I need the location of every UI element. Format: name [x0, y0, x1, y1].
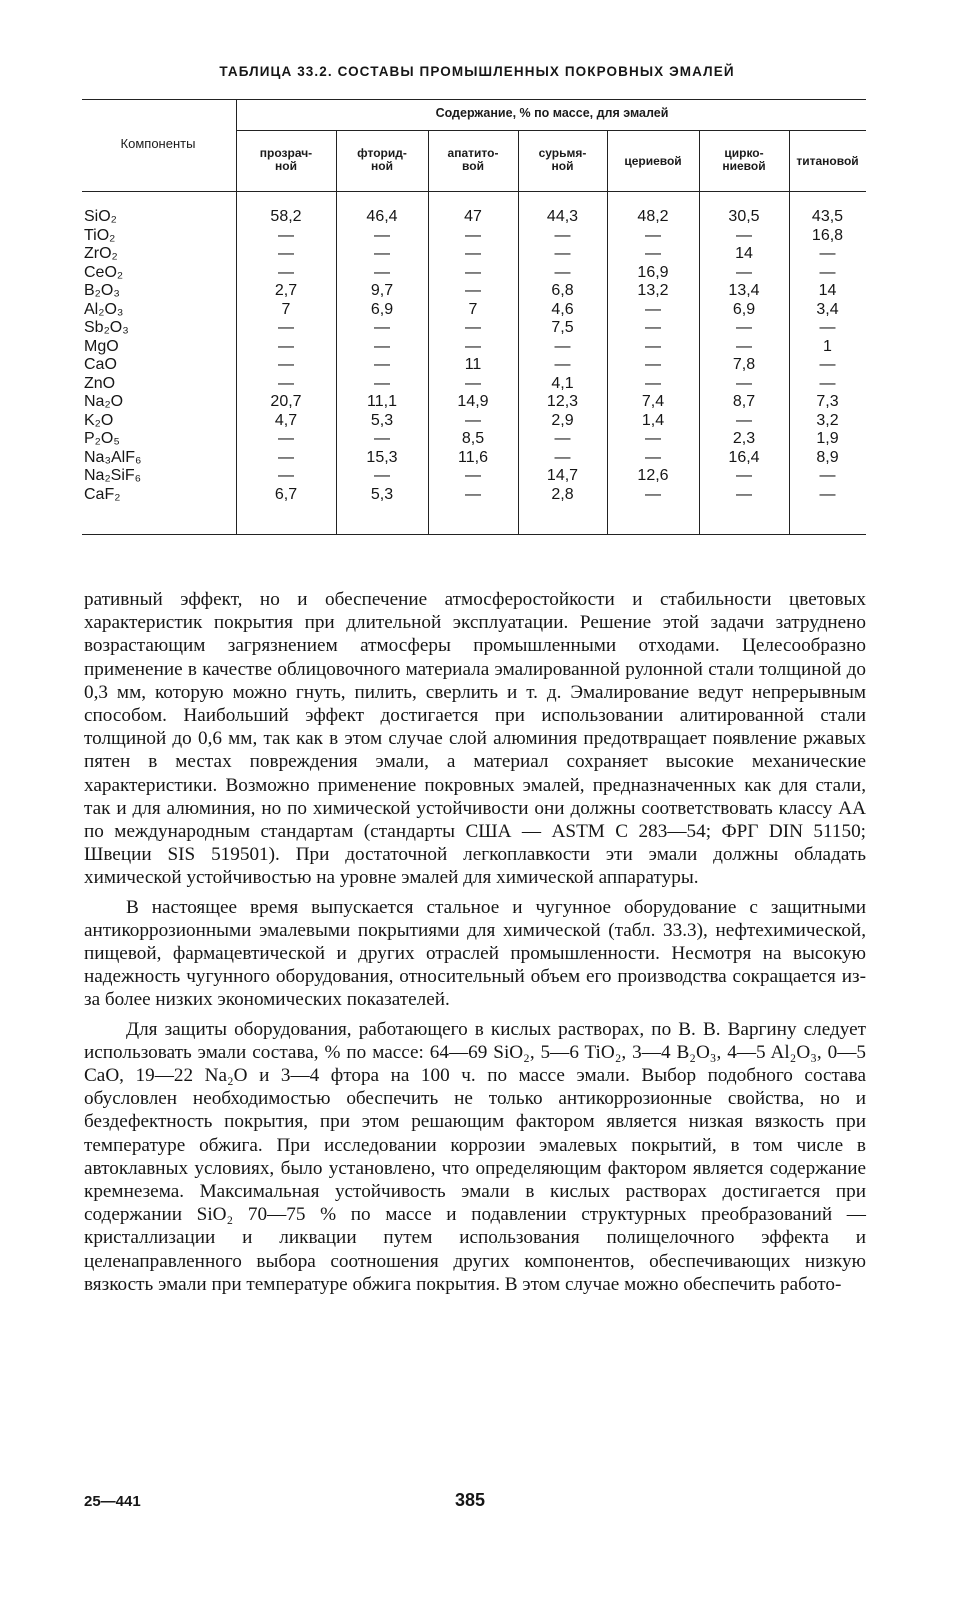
column-header [428, 147, 518, 173]
table-cell: 14,9 [457, 393, 489, 410]
content-group-header: Содержание, % по массе, для эмалей [435, 106, 669, 120]
table-cell: — [819, 374, 836, 392]
table-cell: — [554, 226, 571, 244]
component-name: Sb₂O₃ [84, 319, 129, 336]
table-cell: 16,4 [728, 448, 760, 466]
table-cell: — [374, 226, 390, 244]
table-cell: — [278, 245, 294, 262]
table-cell: 4,7 [274, 411, 298, 429]
table-cell: — [645, 448, 661, 466]
table-cell: — [554, 337, 571, 355]
group-header-rule [236, 130, 866, 131]
column-header-line: ной [551, 159, 574, 173]
table-cell: — [278, 430, 294, 447]
page-number: 385 [454, 1490, 486, 1510]
table-cell: — [819, 263, 836, 281]
table-cell: — [374, 319, 390, 336]
table-cell: — [278, 467, 294, 484]
table-cell: 1,9 [816, 430, 839, 447]
component-name: CeO₂ [84, 263, 124, 281]
table-cell: — [554, 430, 571, 447]
table-cell: 11,1 [367, 393, 397, 410]
table-cell: 7,5 [551, 319, 574, 336]
table-cell: 2,9 [551, 411, 574, 429]
table-cell: — [554, 263, 571, 281]
table-cell: — [554, 356, 571, 373]
table-cell: — [819, 467, 836, 484]
column-header [336, 147, 428, 173]
component-name: ZnO [84, 374, 116, 392]
table-cell: — [278, 337, 294, 355]
table-cell: — [645, 374, 661, 392]
column-header-line: цирко- [724, 146, 764, 160]
table-cell: 2,3 [732, 430, 756, 447]
table-cell: — [819, 356, 836, 373]
table-cell: 6,9 [370, 300, 394, 318]
body-text [84, 588, 866, 1296]
table-cell: — [736, 263, 752, 281]
table-cell: 14,7 [546, 467, 579, 484]
table-cell: 6,9 [732, 300, 756, 318]
table-cell: — [465, 263, 481, 281]
component-name: ZrO₂ [84, 245, 118, 262]
table-cell: — [374, 430, 390, 447]
table-cell: — [374, 337, 390, 355]
table-cell: 7 [468, 300, 478, 318]
paragraph: В настоящее время выпускается стальное и чугунное оборудование с защитными антикоррозионными эмалевыми покрытиями для химической (табл. 33.3), нефтехимической, пищевой, фармацевтической и других отраслей промышленности. Несмотря на высокую надежность чугунного оборудования, относительный объем его производства сокращается из-за более низких экономических показателей. [84, 896, 866, 1011]
table-cell: 12,3 [546, 393, 579, 410]
component-name: Al₂O₃ [84, 300, 124, 318]
table-cell: — [736, 319, 752, 336]
component-name: MgO [84, 337, 119, 355]
table-cell: — [465, 245, 481, 262]
table-cell: — [465, 337, 481, 355]
table-cell: — [374, 356, 390, 373]
table-cell: 1 [823, 337, 832, 355]
table-cell: 43,5 [811, 208, 844, 225]
column-header [699, 147, 789, 173]
column-header-line: вой [462, 159, 484, 173]
table-cell: 4,6 [551, 300, 574, 318]
table-cell: 47 [464, 208, 482, 225]
table-cell: 8,7 [732, 393, 756, 410]
table-cell: 7 [281, 300, 291, 318]
table-cell: 2,7 [274, 282, 298, 299]
header-bottom-rule [82, 191, 866, 192]
table-cell: 6,8 [551, 282, 574, 299]
table-cell: — [736, 467, 752, 484]
column-header [518, 147, 607, 173]
column-header-line: фторид- [357, 146, 407, 160]
table-title: ТАБЛИЦА 33.2. СОСТАВЫ ПРОМЫШЛЕННЫХ ПОКРОВНЫХ ЭМАЛЕЙ [219, 64, 735, 79]
table-cell: 9,7 [370, 282, 394, 299]
table-cell: 20,7 [270, 393, 302, 410]
table-cell: — [736, 411, 752, 429]
table-cell: 46,4 [366, 208, 398, 225]
table-cell: — [278, 448, 294, 466]
table-cell: 2,8 [551, 485, 574, 503]
table-cell: — [465, 226, 481, 244]
paragraph: Для защиты оборудования, работающего в кислых растворах, по В. В. Варгину следует использовать эмали состава, % по массе: 64—69 SiO₂, 5—6 TiO₂, 3—4 B₂O₃, 4—5 Al₂O₃, 0—5 CaO, 19—22 Na₂O и 3—4 фтора на 100 ч. по массе эмали. Выбор подобного состава обусловлен необходимостью обеспечить не только антикоррозионные свойства, но и бездефектность покрытия, при этом решающим фактором является низкая вязкость при температуре обжига. При исследовании коррозии эмалевых покрытий, в том числе в автоклавных условиях, было установлено, что определяющим фактором является содержание кремнезема. Максимальная устойчивость эмали в кислых растворах достигается при содержании SiO₂ 70—75 % по массе и подавлении структурных преобразований — кристаллизации и ликвации путем использования полищелочного эффекта и целенаправленного выбора соотношения других компонентов, обеспечивающих низкую вязкость эмали при температуре обжига покрытия. В этом случае можно обеспечить работо- [84, 1018, 866, 1295]
table-cell: 16,9 [637, 263, 669, 281]
table-cell: 14 [818, 282, 837, 299]
table-cell: 7,4 [641, 393, 665, 410]
table-cell: — [736, 226, 752, 244]
table-cell: — [374, 467, 390, 484]
column-header-line: ной [275, 159, 297, 173]
component-name: Na₂O [84, 393, 124, 410]
table-cell: 3,4 [816, 300, 839, 318]
component-name: Na₃AlF₆ [84, 448, 142, 466]
table-cell: — [278, 263, 294, 281]
table-cell: 15,3 [366, 448, 398, 466]
table-cell: — [554, 448, 571, 466]
table-cell: 44,3 [546, 208, 579, 225]
table-cell: 58,2 [270, 208, 302, 225]
table-cell: 48,2 [637, 208, 669, 225]
component-name: Na₂SiF₆ [84, 467, 142, 484]
table-cell: 5,3 [370, 411, 394, 429]
column-header-line: титановой [796, 154, 859, 168]
table-cell: 11 [464, 356, 482, 373]
table-cell: 11,6 [458, 448, 488, 466]
table-cell: — [645, 356, 661, 373]
component-name: P₂O₅ [84, 430, 120, 447]
table-cell: — [645, 300, 661, 318]
table-cell: 14 [735, 245, 753, 262]
table-cell: — [465, 411, 481, 429]
table-cell: — [645, 245, 661, 262]
table-cell: 6,7 [274, 485, 298, 503]
table-top-rule [82, 99, 866, 100]
column-header-line: ной [371, 159, 393, 173]
component-name: CaO [84, 356, 117, 373]
table-cell: — [736, 485, 752, 503]
components-header: Компоненты [120, 136, 196, 151]
table-cell: — [645, 226, 661, 244]
component-name: K₂O [84, 411, 114, 429]
table-bottom-rule [82, 534, 866, 535]
table-cell: 13,2 [637, 282, 669, 299]
table-cell: — [465, 467, 481, 484]
table-cell: — [554, 245, 571, 262]
component-name: CaF₂ [84, 485, 121, 503]
table-cell: — [465, 374, 481, 392]
component-name: TiO₂ [84, 226, 116, 244]
table-cell: — [278, 319, 294, 336]
table-cell: — [736, 337, 752, 355]
table-cell: — [819, 485, 836, 503]
column-header-line: сурьмя- [538, 146, 587, 160]
column-header-line: ниевой [722, 159, 766, 173]
table-cell: — [645, 430, 661, 447]
signature-mark: 25—441 [84, 1493, 141, 1510]
table-cell: — [278, 226, 294, 244]
column-header-line: цериевой [624, 154, 682, 168]
column-header-line: апатито- [447, 146, 499, 160]
column-header [607, 155, 699, 168]
table-cell: 7,8 [732, 356, 756, 373]
paragraph: ративный эффект, но и обеспечение атмосферостойкости и стабильности цветовых характеристик покрытия при длительной эксплуатации. Решение этой задачи затруднено возрастающим загрязнением атмосферы промышленными отходами. Целесообразно применение в качестве облицовочного материала эмалированной рулонной стали толщиной до 0,3 мм, которую можно гнуть, пилить, сверлить и т. д. Эмалирование ведут непрерывным способом. Наибольший эффект достигается при использовании алитированной стали толщиной до 0,6 мм, так как в этом случае слой алюминия предотвращает появление ржавых пятен в местах повреждения эмали, а материал сохраняет высокие механические характеристики. Возможно применение покровных эмалей, предназначенных как для стали, так и для алюминия, но по химической устойчивости они должны соответствовать классу АА по международным стандартам (стандарты США — ASTM C 283—54; ФРГ DIN 51150; Швеции SIS 519501). При достаточной легкоплавкости эти эмали должны обладать химической устойчивостью на уровне эмалей для химической аппаратуры. [84, 589, 866, 889]
table-cell: 16,8 [811, 226, 844, 244]
table-cell: 12,6 [637, 467, 669, 484]
table-cell: 30,5 [728, 208, 760, 225]
column-header [236, 147, 336, 173]
table-cell: — [645, 485, 661, 503]
table-cell: — [645, 337, 661, 355]
table-cell: 4,1 [551, 374, 574, 392]
table-cell: 13,4 [728, 282, 760, 299]
column-header-line: прозрач- [259, 146, 313, 160]
table-cell: — [374, 245, 390, 262]
table-cell: — [465, 319, 481, 336]
table-cell: 1,4 [641, 411, 665, 429]
table-cell: — [736, 374, 752, 392]
table-cell: — [819, 319, 836, 336]
table-cell: — [819, 245, 836, 262]
table-cell: — [374, 374, 390, 392]
table-cell: — [278, 374, 294, 392]
table-cell: — [645, 319, 661, 336]
table-cell: 5,3 [370, 485, 394, 503]
table-cell: 3,2 [816, 411, 839, 429]
table-cell: — [278, 356, 294, 373]
component-name: B₂O₃ [84, 282, 120, 299]
table-cell: — [465, 485, 481, 503]
table-cell: 8,9 [816, 448, 839, 466]
component-name: SiO₂ [84, 208, 117, 225]
column-header [789, 155, 866, 168]
table-cell: 8,5 [461, 430, 485, 447]
table-cell: — [374, 263, 390, 281]
table-cell: — [465, 282, 481, 299]
table-cell: 7,3 [816, 393, 839, 410]
